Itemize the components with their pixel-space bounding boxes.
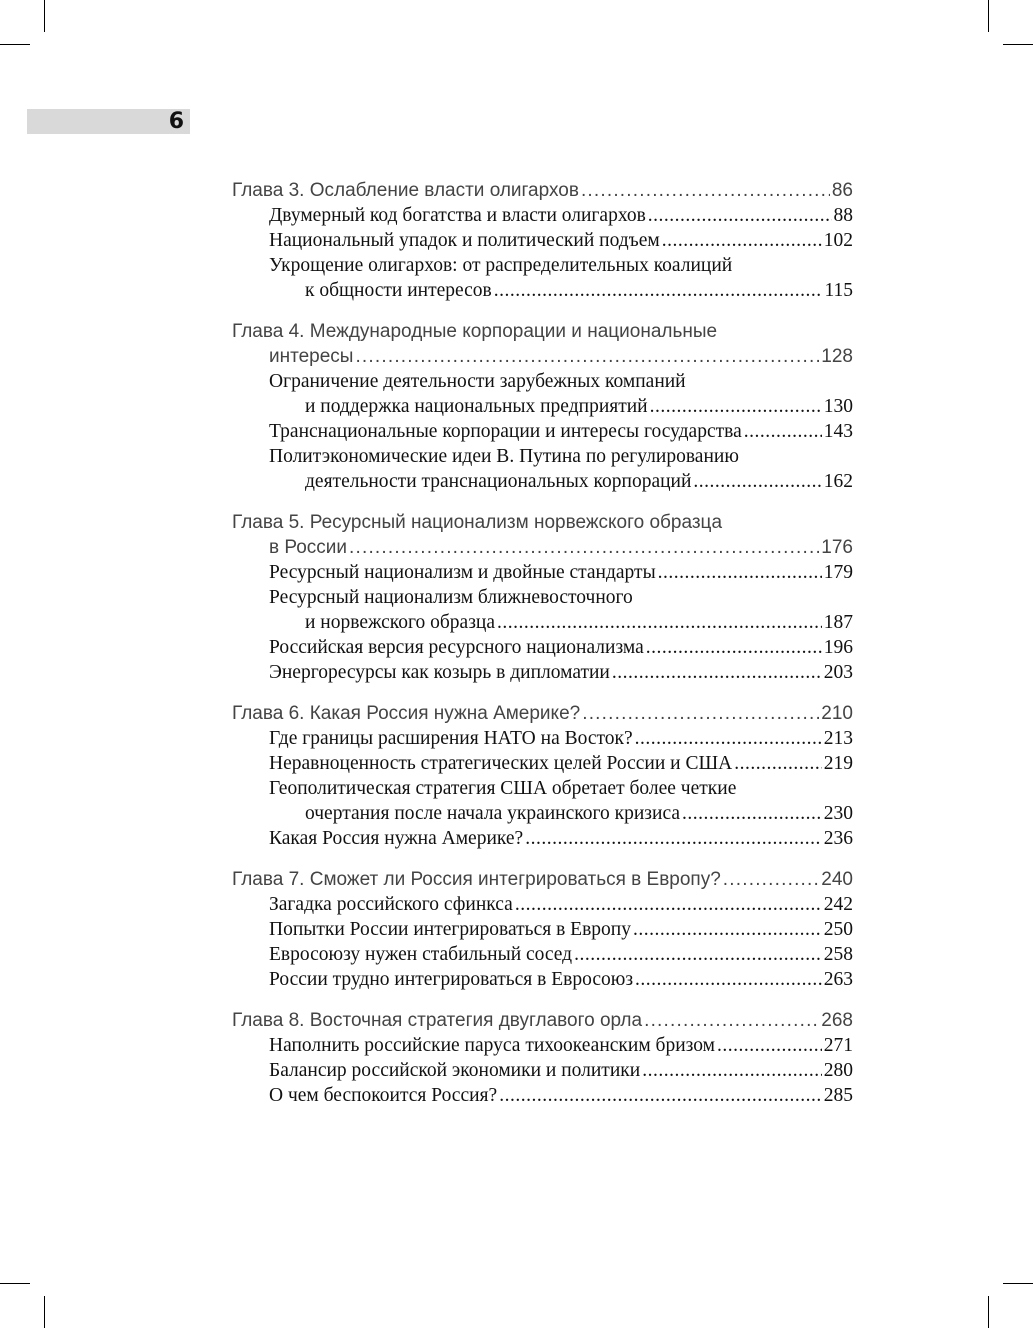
toc-page-number: 240 (821, 869, 853, 890)
toc-section-title[interactable] (232, 751, 853, 776)
dot-leader (723, 867, 820, 892)
toc-entry-title: Транснациональные корпорации и интересы государства (269, 421, 742, 442)
toc-entry-title: Геополитическая стратегия США обретает более четкие (269, 778, 737, 799)
dot-leader (515, 892, 822, 917)
toc-entry-title: Глава 8. Восточная стратегия двуглавого орла (232, 1010, 643, 1031)
toc-page-number: 102 (823, 230, 853, 251)
toc-page-number: 143 (823, 421, 853, 442)
toc-entry-title: Загадка российского сфинкса (269, 894, 513, 915)
toc-section-title[interactable] (232, 942, 853, 967)
toc-section-title[interactable] (232, 469, 853, 494)
toc-entry-title: Глава 7. Сможет ли Россия интегрироваться в Европу? (232, 869, 721, 890)
dot-leader (644, 1008, 819, 1033)
toc-section-title[interactable] (232, 228, 853, 253)
crop-mark (44, 1296, 45, 1328)
toc-page-number: 268 (821, 1010, 853, 1031)
toc-page-number: 187 (823, 612, 853, 633)
toc-page-number: 179 (823, 562, 853, 583)
toc-chapter-title[interactable] (232, 701, 853, 726)
toc-entry-title: Балансир российской экономики и политики (269, 1060, 641, 1081)
toc-entry-title: О чем беспокоится Россия? (269, 1085, 498, 1106)
dot-leader (642, 1058, 822, 1083)
toc-entry-title: Национальный упадок и политический подъем (269, 230, 660, 251)
toc-chapter-title[interactable] (232, 178, 853, 203)
toc-page-number: 280 (823, 1060, 853, 1081)
toc-chapter (232, 867, 853, 992)
page-number-band (27, 109, 190, 134)
toc-page-number: 130 (823, 396, 853, 417)
toc-entry-title: Глава 5. Ресурсный национализм норвежского образца (232, 512, 723, 533)
toc-section-title[interactable] (232, 203, 853, 228)
dot-leader (744, 419, 822, 444)
toc-entry-title: Глава 4. Международные корпорации и национальные (232, 321, 718, 342)
dot-leader (650, 394, 822, 419)
toc-section-title[interactable] (232, 917, 853, 942)
toc-entry-title: деятельности транснациональных корпораций (305, 471, 692, 492)
toc-entry-title: Попытки России интегрироваться в Европу (269, 919, 631, 940)
toc-section-title[interactable] (232, 635, 853, 660)
toc-chapter (232, 510, 853, 685)
dot-leader (662, 228, 822, 253)
toc-entry-title: Энергоресурсы как козырь в дипломатии (269, 662, 610, 683)
toc-entry-title: Ограничение деятельности зарубежных компаний (269, 371, 686, 392)
dot-leader (574, 942, 822, 967)
toc-chapter-title[interactable] (232, 1008, 853, 1033)
toc-section-title[interactable] (232, 967, 853, 992)
dot-leader (646, 635, 822, 660)
toc-entry-title: Евросоюзу нужен стабильный сосед (269, 944, 573, 965)
toc-chapter (232, 319, 853, 494)
toc-chapter-title[interactable] (232, 344, 853, 369)
toc-section-title[interactable] (232, 776, 853, 801)
toc-chapter-title[interactable] (232, 535, 853, 560)
toc-page-number: 115 (824, 280, 853, 301)
toc-section-title[interactable] (232, 1083, 853, 1108)
toc-entry-title: очертания после начала украинского кризиса (305, 803, 680, 824)
toc-section-title[interactable] (232, 660, 853, 685)
toc-entry-title: России трудно интегрироваться в Евросоюз (269, 969, 634, 990)
crop-mark (1003, 1283, 1033, 1284)
toc-chapter (232, 178, 853, 303)
dot-leader (582, 701, 819, 726)
dot-leader (734, 751, 822, 776)
toc-page-number: 213 (823, 728, 853, 749)
toc-page-number: 162 (823, 471, 853, 492)
page-number: 6 (168, 109, 184, 134)
toc-section-title[interactable] (232, 278, 853, 303)
toc-section-title[interactable] (232, 826, 853, 851)
dot-leader (349, 535, 819, 560)
dot-leader (635, 726, 822, 751)
toc-section-title[interactable] (232, 253, 853, 278)
toc-entry-title: Российская версия ресурсного национализма (269, 637, 644, 658)
toc-entry-title: Ресурсный национализм и двойные стандарты (269, 562, 656, 583)
dot-leader (581, 178, 830, 203)
toc-section-title[interactable] (232, 369, 853, 394)
toc-section-title[interactable] (232, 1033, 853, 1058)
dot-leader (612, 660, 822, 685)
toc-page-number: 285 (823, 1085, 853, 1106)
toc-page-number: 250 (823, 919, 853, 940)
toc-section-title[interactable] (232, 585, 853, 610)
toc-page-number: 271 (823, 1035, 853, 1056)
toc-chapter (232, 701, 853, 851)
toc-page-number: 263 (823, 969, 853, 990)
dot-leader (633, 917, 822, 942)
toc-section-title[interactable] (232, 560, 853, 585)
dot-leader (355, 344, 819, 369)
toc-section-title[interactable] (232, 419, 853, 444)
crop-mark (0, 1283, 30, 1284)
table-of-contents (232, 178, 853, 1124)
toc-chapter (232, 1008, 853, 1108)
toc-section-title[interactable] (232, 444, 853, 469)
toc-chapter-title[interactable] (232, 867, 853, 892)
toc-page-number: 242 (823, 894, 853, 915)
toc-entry-title: к общности интересов (305, 280, 492, 301)
dot-leader (499, 1083, 822, 1108)
toc-page-number: 236 (823, 828, 853, 849)
toc-section-title[interactable] (232, 1058, 853, 1083)
toc-section-title[interactable] (232, 801, 853, 826)
toc-section-title[interactable] (232, 726, 853, 751)
toc-page-number: 88 (833, 205, 853, 226)
dot-leader (635, 967, 822, 992)
toc-entry-title: Какая Россия нужна Америке? (269, 828, 524, 849)
toc-page-number: 230 (823, 803, 853, 824)
dot-leader (497, 610, 822, 635)
crop-mark (1003, 44, 1033, 45)
toc-page-number: 128 (821, 346, 853, 367)
crop-mark (44, 0, 45, 32)
toc-page-number: 219 (823, 753, 853, 774)
dot-leader (525, 826, 822, 851)
toc-section-title[interactable] (232, 610, 853, 635)
toc-entry-title: и поддержка национальных предприятий (305, 396, 648, 417)
toc-entry-title: Укрощение олигархов: от распределительных коалиций (269, 255, 733, 276)
toc-chapter-title[interactable] (232, 510, 853, 535)
toc-entry-title: Глава 3. Ослабление власти олигархов (232, 180, 579, 201)
toc-page-number: 176 (821, 537, 853, 558)
toc-section-title[interactable] (232, 892, 853, 917)
toc-entry-title: Глава 6. Какая Россия нужна Америке? (232, 703, 581, 724)
toc-entry-title: интересы (269, 346, 354, 367)
crop-mark (0, 44, 30, 45)
dot-leader (693, 469, 821, 494)
toc-entry-title: и норвежского образца (305, 612, 496, 633)
toc-section-title[interactable] (232, 394, 853, 419)
toc-page-number: 86 (831, 180, 853, 201)
toc-entry-title: Где границы расширения НАТО на Восток? (269, 728, 633, 749)
toc-entry-title: в России (269, 537, 348, 558)
toc-page-number: 210 (821, 703, 853, 724)
crop-mark (988, 1296, 989, 1328)
dot-leader (658, 560, 822, 585)
toc-entry-title: Наполнить российские паруса тихоокеанским бризом (269, 1035, 715, 1056)
toc-entry-title: Неравноценность стратегических целей России и США (269, 753, 733, 774)
toc-page-number: 203 (823, 662, 853, 683)
dot-leader (682, 801, 822, 826)
toc-page-number: 258 (823, 944, 853, 965)
toc-entry-title: Двумерный код богатства и власти олигархов (269, 205, 646, 226)
toc-entry-title: Ресурсный национализм ближневосточного (269, 587, 633, 608)
toc-page-number: 196 (823, 637, 853, 658)
dot-leader (648, 203, 832, 228)
toc-chapter-title[interactable] (232, 319, 853, 344)
dot-leader (494, 278, 823, 303)
dot-leader (717, 1033, 822, 1058)
toc-entry-title: Политэкономические идеи В. Путина по регулированию (269, 446, 739, 467)
crop-mark (988, 0, 989, 32)
